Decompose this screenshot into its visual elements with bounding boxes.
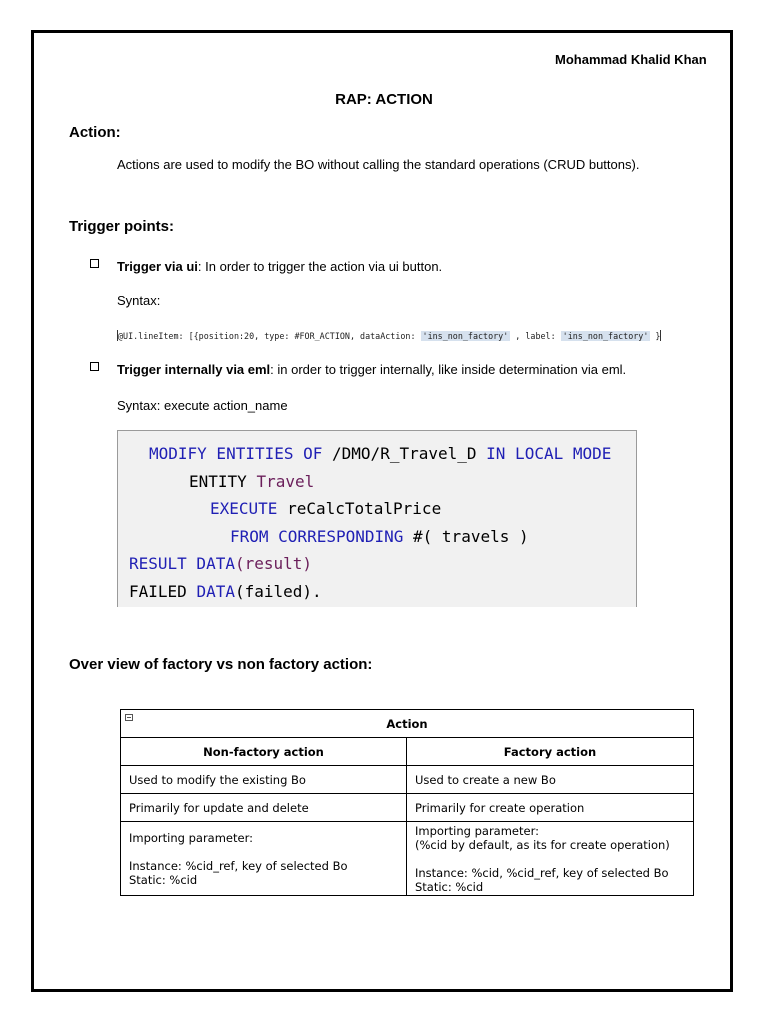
table-cell: Used to modify the existing Bo <box>121 766 407 794</box>
trigger-heading: Trigger points: <box>69 218 174 235</box>
code-keyword: IN LOCAL MODE <box>486 444 612 463</box>
comparison-table <box>120 709 694 896</box>
page-title: RAP: ACTION <box>335 91 433 108</box>
collapse-icon[interactable] <box>125 714 133 721</box>
text-cursor-end <box>660 330 661 341</box>
code-line-4 <box>230 527 529 546</box>
author-name: Mohammad Khalid Khan <box>555 52 707 67</box>
table-caption-text: Action <box>386 716 428 731</box>
table-caption <box>121 710 694 738</box>
code-line-1 <box>149 444 611 463</box>
code-line-3 <box>210 499 441 518</box>
code-line-6 <box>129 582 322 601</box>
code-failed: (failed). <box>234 582 322 601</box>
code-line-2 <box>189 472 314 491</box>
code-keyword: FROM CORRESPONDING <box>230 527 404 546</box>
trigger-ui-label: Trigger via ui <box>117 259 198 274</box>
table-cell: Used to create a new Bo <box>407 766 694 794</box>
trigger-ui-syntax-label: Syntax: <box>117 293 161 308</box>
table-cell: Primarily for update and delete <box>121 794 407 822</box>
ui-annotation-code <box>117 330 661 341</box>
trigger-eml-syntax: Syntax: execute action_name <box>117 398 288 413</box>
code-entity: /DMO/R_Travel_D <box>322 444 487 463</box>
code-argument: #( travels ) <box>403 527 529 546</box>
bullet-checkbox-icon <box>90 362 99 371</box>
code-keyword: MODIFY ENTITIES OF <box>149 444 323 463</box>
code-keyword: RESULT DATA <box>129 554 235 573</box>
table-row <box>121 822 694 896</box>
code-action-name: reCalcTotalPrice <box>277 499 442 518</box>
eml-code-block <box>117 430 637 607</box>
annotation-mid: , label: <box>510 331 561 341</box>
code-keyword: ENTITY <box>189 472 257 491</box>
trigger-ui-item <box>117 259 442 274</box>
code-keyword: EXECUTE <box>210 499 278 518</box>
code-entity-name: Travel <box>256 472 315 491</box>
table-cell: Primarily for create operation <box>407 794 694 822</box>
annotation-value-1: 'ins_non_factory' <box>422 331 509 341</box>
overview-heading: Over view of factory vs non factory action: <box>69 656 373 673</box>
table-header-row <box>121 738 694 766</box>
table-row <box>121 794 694 822</box>
action-heading: Action: <box>69 124 121 141</box>
table-cell: Importing parameter: Instance: %cid_ref, key of selected Bo Static: %cid <box>121 822 407 896</box>
bullet-checkbox-icon <box>90 259 99 268</box>
code-result: (result) <box>234 554 313 573</box>
code-line-5 <box>129 554 312 573</box>
annotation-prefix: @UI.lineItem: [{position:20, type: #FOR_ACTION, dataAction: <box>118 331 421 341</box>
table-header-cell: Factory action <box>407 738 694 766</box>
trigger-eml-item <box>117 362 626 377</box>
code-keyword: FAILED <box>129 582 197 601</box>
annotation-suffix: } <box>650 331 661 341</box>
trigger-ui-text: : In order to trigger the action via ui button. <box>197 259 443 274</box>
annotation-value-2: 'ins_non_factory' <box>562 331 649 341</box>
table-header-cell: Non-factory action <box>121 738 407 766</box>
code-keyword: DATA <box>196 582 235 601</box>
table-cell: Importing parameter: (%cid by default, as its for create operation) Instance: %cid, %cid_ref, key of selected Bo Static: %cid <box>407 822 694 896</box>
action-description: Actions are used to modify the BO without calling the standard operations (CRUD buttons). <box>117 157 640 172</box>
trigger-eml-label: Trigger internally via eml <box>117 362 271 377</box>
trigger-eml-text: : in order to trigger internally, like inside determination via eml. <box>270 362 627 377</box>
table-row <box>121 766 694 794</box>
